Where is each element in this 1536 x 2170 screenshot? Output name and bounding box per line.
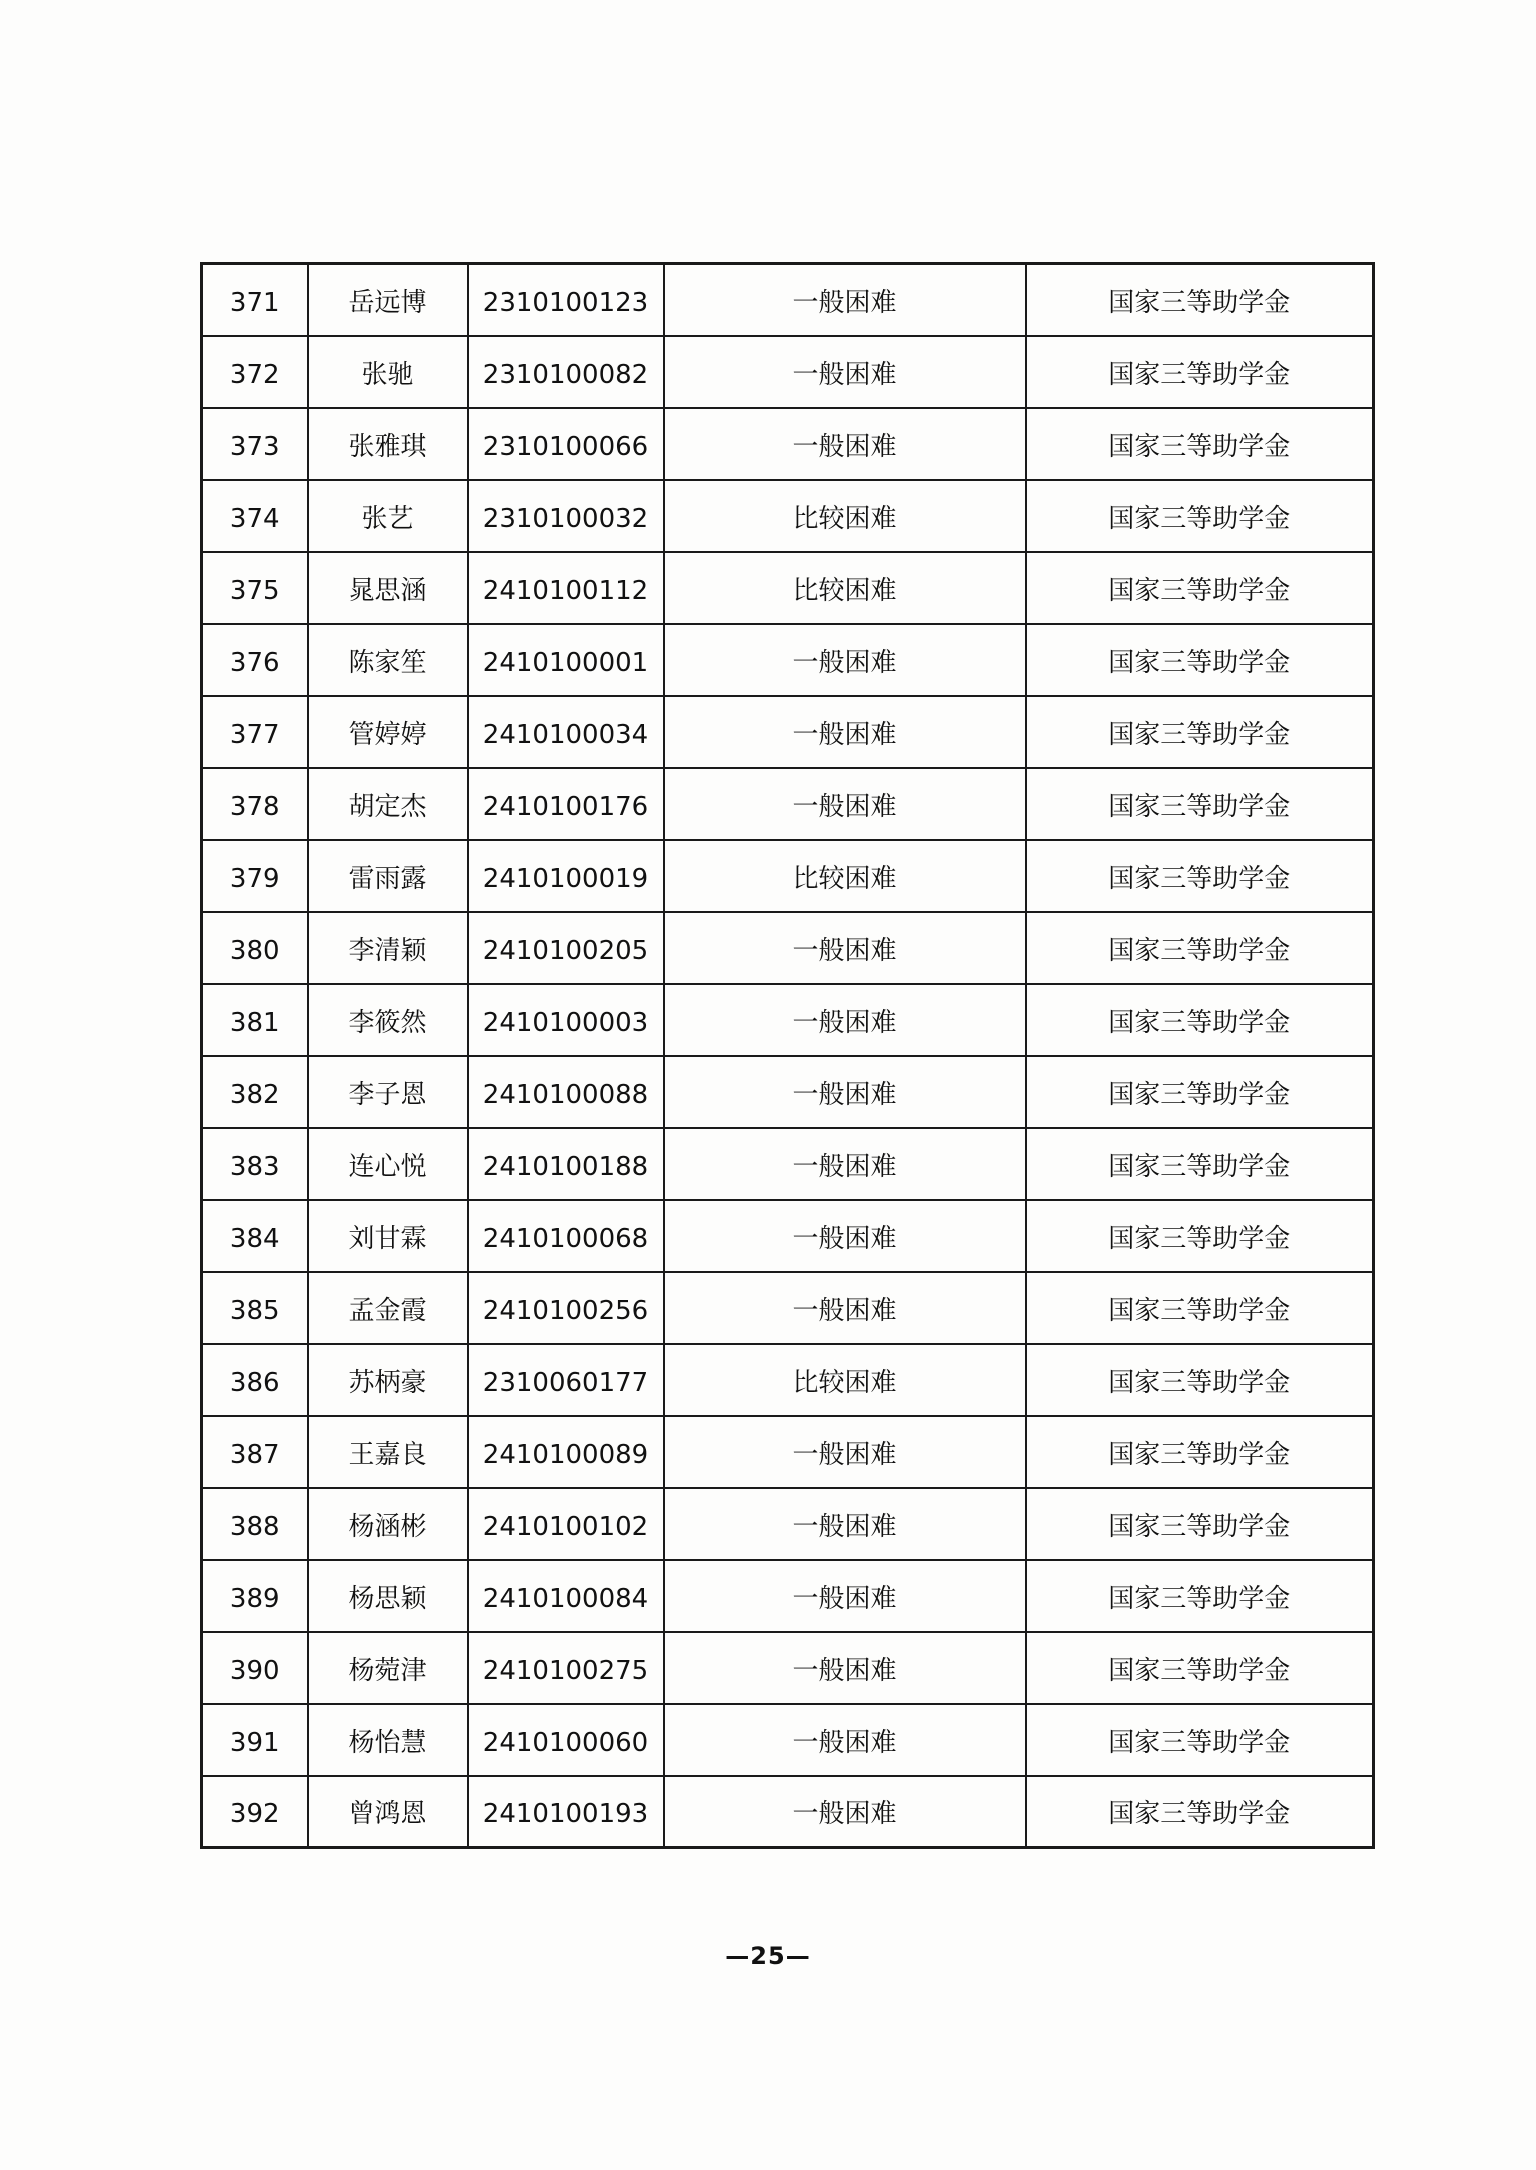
difficulty-level-cell: 一般困难 xyxy=(664,1560,1026,1632)
grant-level-cell: 国家三等助学金 xyxy=(1026,624,1374,696)
student-id-cell: 2410100019 xyxy=(468,840,664,912)
grant-level-cell: 国家三等助学金 xyxy=(1026,336,1374,408)
grant-level-cell: 国家三等助学金 xyxy=(1026,408,1374,480)
grant-level-cell: 国家三等助学金 xyxy=(1026,1488,1374,1560)
student-name-cell: 张驰 xyxy=(308,336,468,408)
table-row xyxy=(202,264,1374,336)
grant-recipient-table xyxy=(200,262,1375,1849)
difficulty-level-cell: 一般困难 xyxy=(664,1416,1026,1488)
student-name-cell: 雷雨露 xyxy=(308,840,468,912)
row-number-cell: 391 xyxy=(202,1704,308,1776)
student-id-cell: 2310100032 xyxy=(468,480,664,552)
row-number-cell: 375 xyxy=(202,552,308,624)
student-id-cell: 2410100188 xyxy=(468,1128,664,1200)
student-id-cell: 2410100088 xyxy=(468,1056,664,1128)
table-row xyxy=(202,840,1374,912)
row-number-cell: 376 xyxy=(202,624,308,696)
row-number-cell: 373 xyxy=(202,408,308,480)
student-name-cell: 张艺 xyxy=(308,480,468,552)
difficulty-level-cell: 一般困难 xyxy=(664,696,1026,768)
page-number: —25— xyxy=(725,1942,811,1970)
grant-level-cell: 国家三等助学金 xyxy=(1026,1272,1374,1344)
difficulty-level-cell: 一般困难 xyxy=(664,1704,1026,1776)
table-row xyxy=(202,1344,1374,1416)
row-number-cell: 372 xyxy=(202,336,308,408)
difficulty-level-cell: 一般困难 xyxy=(664,768,1026,840)
row-number-cell: 378 xyxy=(202,768,308,840)
grant-level-cell: 国家三等助学金 xyxy=(1026,1128,1374,1200)
table-row xyxy=(202,1200,1374,1272)
row-number-cell: 377 xyxy=(202,696,308,768)
student-name-cell: 杨怡慧 xyxy=(308,1704,468,1776)
student-id-cell: 2310100123 xyxy=(468,264,664,336)
row-number-cell: 382 xyxy=(202,1056,308,1128)
student-name-cell: 孟金霞 xyxy=(308,1272,468,1344)
row-number-cell: 385 xyxy=(202,1272,308,1344)
table-row xyxy=(202,912,1374,984)
table-row xyxy=(202,624,1374,696)
grant-level-cell: 国家三等助学金 xyxy=(1026,264,1374,336)
student-name-cell: 李清颖 xyxy=(308,912,468,984)
student-name-cell: 陈家笙 xyxy=(308,624,468,696)
difficulty-level-cell: 一般困难 xyxy=(664,1128,1026,1200)
row-number-cell: 388 xyxy=(202,1488,308,1560)
grant-level-cell: 国家三等助学金 xyxy=(1026,1416,1374,1488)
table-row xyxy=(202,480,1374,552)
table-row xyxy=(202,696,1374,768)
row-number-cell: 387 xyxy=(202,1416,308,1488)
difficulty-level-cell: 一般困难 xyxy=(664,408,1026,480)
student-name-cell: 岳远博 xyxy=(308,264,468,336)
difficulty-level-cell: 一般困难 xyxy=(664,1776,1026,1848)
student-id-cell: 2410100275 xyxy=(468,1632,664,1704)
row-number-cell: 380 xyxy=(202,912,308,984)
table-row xyxy=(202,1776,1374,1848)
row-number-cell: 392 xyxy=(202,1776,308,1848)
grant-level-cell: 国家三等助学金 xyxy=(1026,1344,1374,1416)
student-name-cell: 李子恩 xyxy=(308,1056,468,1128)
table-row xyxy=(202,408,1374,480)
student-id-cell: 2410100034 xyxy=(468,696,664,768)
row-number-cell: 386 xyxy=(202,1344,308,1416)
difficulty-level-cell: 比较困难 xyxy=(664,552,1026,624)
table-row xyxy=(202,1704,1374,1776)
row-number-cell: 390 xyxy=(202,1632,308,1704)
student-name-cell: 连心悦 xyxy=(308,1128,468,1200)
row-number-cell: 379 xyxy=(202,840,308,912)
difficulty-level-cell: 一般困难 xyxy=(664,264,1026,336)
grant-level-cell: 国家三等助学金 xyxy=(1026,1704,1374,1776)
grant-level-cell: 国家三等助学金 xyxy=(1026,480,1374,552)
student-name-cell: 刘甘霖 xyxy=(308,1200,468,1272)
student-id-cell: 2410100084 xyxy=(468,1560,664,1632)
grant-level-cell: 国家三等助学金 xyxy=(1026,1200,1374,1272)
student-id-cell: 2310100066 xyxy=(468,408,664,480)
student-name-cell: 杨菀津 xyxy=(308,1632,468,1704)
table-row xyxy=(202,552,1374,624)
grant-level-cell: 国家三等助学金 xyxy=(1026,552,1374,624)
student-id-cell: 2310060177 xyxy=(468,1344,664,1416)
difficulty-level-cell: 一般困难 xyxy=(664,1200,1026,1272)
student-name-cell: 李筱然 xyxy=(308,984,468,1056)
table-row xyxy=(202,768,1374,840)
grant-level-cell: 国家三等助学金 xyxy=(1026,984,1374,1056)
student-name-cell: 张雅琪 xyxy=(308,408,468,480)
grant-level-cell: 国家三等助学金 xyxy=(1026,1056,1374,1128)
row-number-cell: 383 xyxy=(202,1128,308,1200)
student-name-cell: 杨思颖 xyxy=(308,1560,468,1632)
difficulty-level-cell: 比较困难 xyxy=(664,840,1026,912)
student-id-cell: 2310100082 xyxy=(468,336,664,408)
row-number-cell: 384 xyxy=(202,1200,308,1272)
difficulty-level-cell: 一般困难 xyxy=(664,984,1026,1056)
table-row xyxy=(202,1128,1374,1200)
grant-level-cell: 国家三等助学金 xyxy=(1026,1776,1374,1848)
difficulty-level-cell: 一般困难 xyxy=(664,624,1026,696)
difficulty-level-cell: 一般困难 xyxy=(664,912,1026,984)
student-id-cell: 2410100089 xyxy=(468,1416,664,1488)
student-id-cell: 2410100068 xyxy=(468,1200,664,1272)
table-row xyxy=(202,1272,1374,1344)
student-id-cell: 2410100003 xyxy=(468,984,664,1056)
grant-level-cell: 国家三等助学金 xyxy=(1026,840,1374,912)
table-row xyxy=(202,1560,1374,1632)
grant-level-cell: 国家三等助学金 xyxy=(1026,912,1374,984)
table-row xyxy=(202,1488,1374,1560)
student-id-cell: 2410100176 xyxy=(468,768,664,840)
row-number-cell: 371 xyxy=(202,264,308,336)
student-id-cell: 2410100060 xyxy=(468,1704,664,1776)
student-name-cell: 杨涵彬 xyxy=(308,1488,468,1560)
grant-level-cell: 国家三等助学金 xyxy=(1026,1632,1374,1704)
student-id-cell: 2410100001 xyxy=(468,624,664,696)
difficulty-level-cell: 比较困难 xyxy=(664,1344,1026,1416)
difficulty-level-cell: 比较困难 xyxy=(664,480,1026,552)
table-body xyxy=(202,264,1374,1848)
student-name-cell: 管婷婷 xyxy=(308,696,468,768)
student-name-cell: 曾鸿恩 xyxy=(308,1776,468,1848)
student-id-cell: 2410100102 xyxy=(468,1488,664,1560)
grant-level-cell: 国家三等助学金 xyxy=(1026,1560,1374,1632)
student-id-cell: 2410100112 xyxy=(468,552,664,624)
student-id-cell: 2410100256 xyxy=(468,1272,664,1344)
student-name-cell: 晁思涵 xyxy=(308,552,468,624)
student-id-cell: 2410100205 xyxy=(468,912,664,984)
difficulty-level-cell: 一般困难 xyxy=(664,336,1026,408)
student-name-cell: 苏柄豪 xyxy=(308,1344,468,1416)
difficulty-level-cell: 一般困难 xyxy=(664,1488,1026,1560)
difficulty-level-cell: 一般困难 xyxy=(664,1632,1026,1704)
table-row xyxy=(202,1632,1374,1704)
difficulty-level-cell: 一般困难 xyxy=(664,1056,1026,1128)
student-name-cell: 王嘉良 xyxy=(308,1416,468,1488)
student-id-cell: 2410100193 xyxy=(468,1776,664,1848)
grant-level-cell: 国家三等助学金 xyxy=(1026,768,1374,840)
row-number-cell: 381 xyxy=(202,984,308,1056)
table-row xyxy=(202,336,1374,408)
grant-level-cell: 国家三等助学金 xyxy=(1026,696,1374,768)
row-number-cell: 374 xyxy=(202,480,308,552)
table-row xyxy=(202,1056,1374,1128)
table-row xyxy=(202,984,1374,1056)
row-number-cell: 389 xyxy=(202,1560,308,1632)
student-name-cell: 胡定杰 xyxy=(308,768,468,840)
difficulty-level-cell: 一般困难 xyxy=(664,1272,1026,1344)
table-row xyxy=(202,1416,1374,1488)
